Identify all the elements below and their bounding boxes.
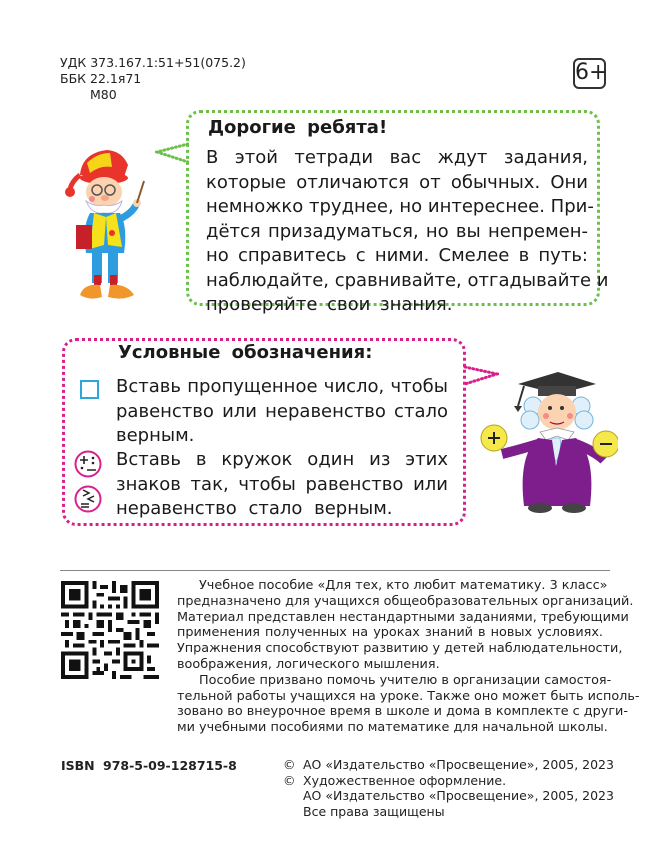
copyright-publisher (283, 757, 614, 773)
author-mark: М80 (90, 87, 117, 102)
description-line: тельной работы учащихся на уроке. Также оно может быть исполь- (177, 688, 640, 704)
legend-line: знаков так, чтобы равенство или (116, 473, 448, 495)
description-line: Учебное пособие «Для тех, кто любит математику. 3 класс» (199, 578, 608, 593)
legend-line: верным. (116, 425, 195, 446)
description-line: Пособие призвано помочь учителю в организации самостоя- (199, 672, 612, 688)
rights-reserved: Все права защищены (303, 803, 445, 819)
bibliographic-codes (60, 55, 246, 103)
greeting-line: дётся призадуматься, но вы непремен- (206, 220, 588, 242)
description-line: Упражнения способствуют развитию у детей наблюдательности, (177, 641, 623, 657)
description-line: воображения, логического мышления. (177, 656, 440, 672)
empty-square-icon (80, 380, 99, 399)
book-description (177, 578, 640, 736)
legend-item-circle (116, 448, 448, 522)
legend-line: Вставь в кружок один из этих (116, 449, 448, 470)
gnome-illustration (62, 145, 157, 305)
greeting-text (206, 146, 609, 318)
description-line: предназначено для учащихся общеобразовательных организаций. (177, 593, 634, 609)
comparison-signs-circle-icon (74, 485, 102, 513)
description-line: применения полученных на уроках знаний в новых условиях. (177, 625, 603, 641)
greeting-line: В этой тетради вас ждут задания, (206, 147, 588, 168)
arithmetic-signs-circle-icon (74, 450, 102, 478)
bbk-code: ББК 22.1я71 (60, 71, 142, 86)
udk-code: УДК 373.167.1:51+51(075.2) (60, 55, 246, 70)
section-divider (60, 570, 610, 571)
greeting-line: но справитесь с ними. Смелее в путь: (206, 245, 588, 266)
copyright-block (283, 757, 614, 819)
greeting-title: Дорогие ребята! (208, 117, 388, 138)
greeting-line: наблюдайте, сравнивайте, отгадывайте и (206, 269, 609, 291)
speech-bubble-tail (155, 140, 189, 166)
scholar-illustration (478, 366, 618, 516)
legend-item-square (116, 375, 448, 449)
description-line: ми учебными пособиями по математике для начальной школы. (177, 720, 608, 736)
copyright-text: АО «Издательство «Просвещение», 2005, 2023 (303, 788, 614, 803)
copyright-text: АО «Издательство «Просвещение», 2005, 2023 (303, 757, 614, 772)
age-rating-badge: 6+ (573, 58, 606, 89)
legend-line: неравенство стало верным. (116, 498, 393, 519)
copyright-artwork (283, 772, 614, 820)
isbn: ISBN 978-5-09-128715-8 (61, 758, 237, 773)
description-line: Материал представлен нестандартными заданиями, требующими (177, 609, 629, 625)
legend-line: равенство или неравенство стало (116, 400, 448, 422)
greeting-line: немножко труднее, но интереснее. При- (206, 196, 594, 217)
qr-code[interactable] (61, 581, 159, 679)
copyright-icon: © (283, 772, 296, 788)
legend-line: Вставь пропущенное число, чтобы (116, 376, 448, 397)
legend-title: Условные обозначения: (118, 342, 373, 363)
greeting-line: которые отличаются от обычных. Они (206, 171, 588, 193)
copyright-icon: © (283, 757, 296, 772)
description-line: зовано во внеурочное время в школе и дома в комплекте с други- (177, 704, 628, 720)
greeting-line: проверяйте свои знания. (206, 294, 453, 315)
copyright-text: Художественное оформление. (303, 772, 507, 788)
